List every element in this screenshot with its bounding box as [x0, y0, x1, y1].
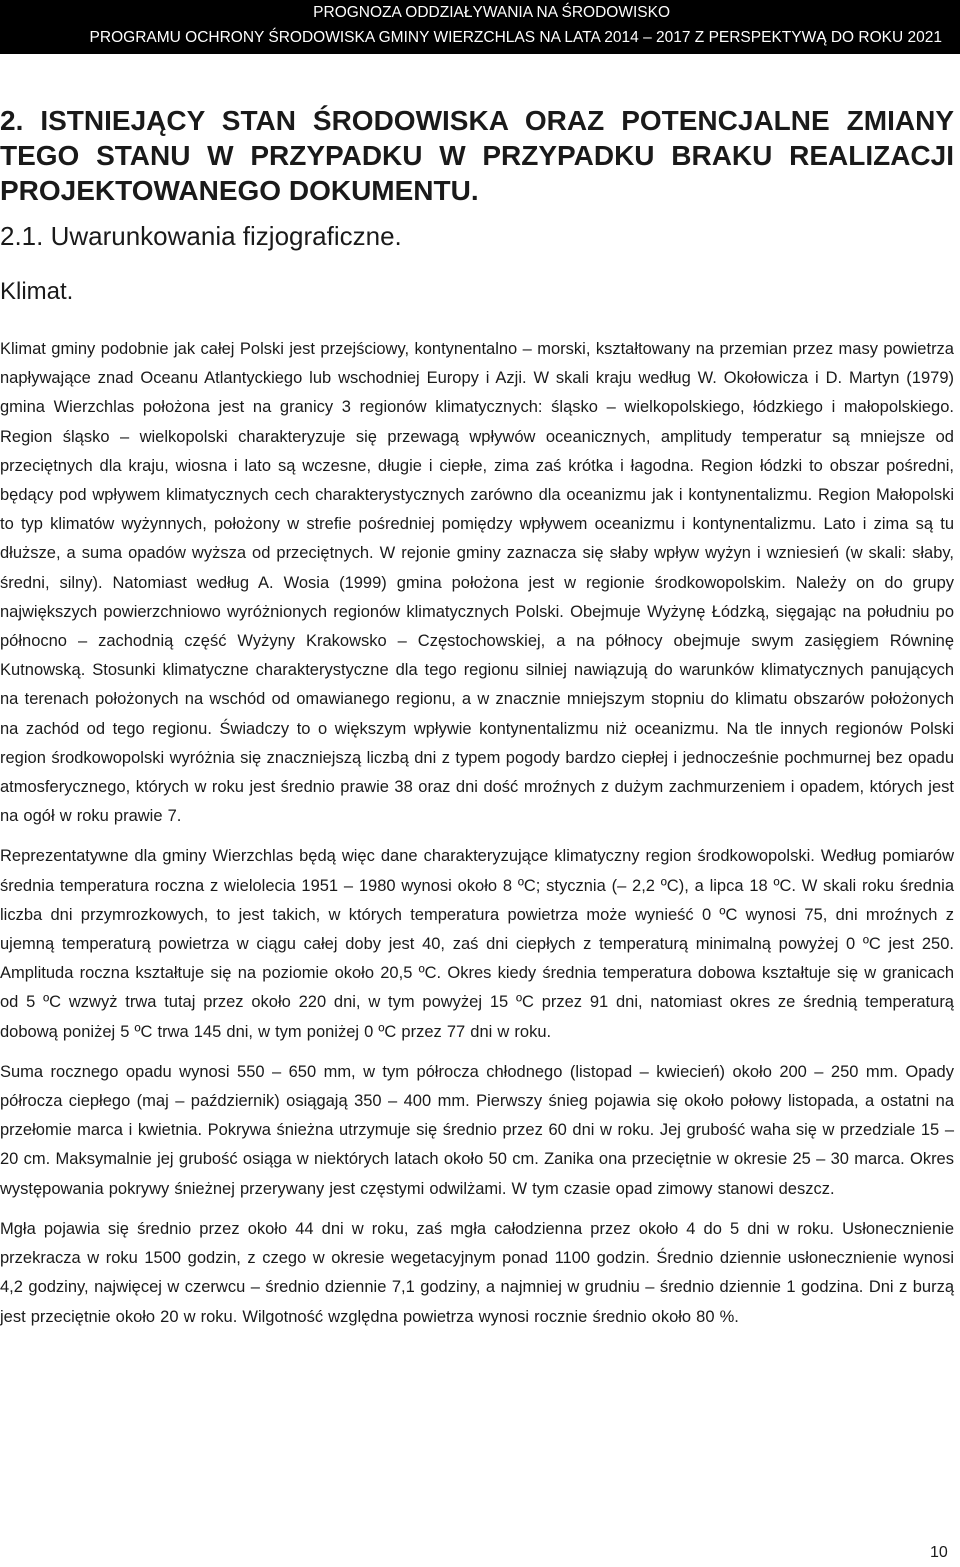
paragraph-temperature: Reprezentatywne dla gminy Wierzchlas będą więc dane charakteryzujące klimatyczny region środkowopolski. Według pomiarów średnia temperatura roczna z wielolecia 1951 – 1980 wynosi około 8 ºC; stycznia (– 2,2 ºC), a lipca 18 ºC. W skali roku średnia liczba dni przymrozkowych, to jest takich, w których temperatura powietrza może wynieść 0 ºC wynosi 75, dni mroźnych z ujemną temperaturą powietrza w ciągu całej doby jest 40, zaś dni ciepłych z temperaturą minimalną powyżej 0 ºC jest 250. Amplituda roczna kształtuje się na poziomie około 20,5 ºC. Okres kiedy średnia temperatura dobowa kształtuje się w granicach od 5 ºC wzwyż trwa tutaj przez około 220 dni, w tym powyżej 15 ºC przez 91 dni, natomiast okres ze średnią temperaturą dobową poniżej 5 ºC trwa 145 dni, w tym poniżej 0 ºC przez 77 dni w roku. [0, 847, 954, 1041]
page-number: 10 [930, 1544, 948, 1561]
header-line-1: PROGNOZA ODDZIAŁYWANIA NA ŚRODOWISKO [313, 4, 670, 21]
subsection-title: Klimat. [0, 278, 74, 305]
paragraph-precipitation: Suma rocznego opadu wynosi 550 – 650 mm, w tym półrocza chłodnego (listopad – kwiecień) około 200 – 250 mm. Opady półrocza ciepłego (maj – październik) osiągają 350 – 400 mm. Pierwszy śnieg pojawia się około połowy listopada, a ostatni na przełomie marca i kwietnia. Pokrywa śnieżna utrzymuje się średnio przez 60 dni w roku. Jej grubość waha się w przedziale 15 – 20 cm. Maksymalnie jej grubość osiąga w niektórych latach około 50 cm. Zanika ona przeciętnie w okresie 25 – 30 marca. Okres występowania pokrywy śnieżnej przerywany jest częstymi odwilżami. W tym czasie opad zimowy stanowi deszcz. [0, 1062, 954, 1198]
header-line-2: PROGRAMU OCHRONY ŚRODOWISKA GMINY WIERZCHLAS NA LATA 2014 – 2017 Z PERSPEKTYWĄ DO ROKU 2021 [89, 29, 942, 46]
page-header [0, 0, 960, 54]
body-text [0, 335, 954, 1343]
section-title: 2.1. Uwarunkowania fizjograficzne. [0, 221, 402, 251]
chapter-title: 2. ISTNIEJĄCY STAN ŚRODOWISKA ORAZ POTENCJALNE ZMIANY TEGO STANU W PRZYPADKU W PRZYPADKU BRAKU REALIZACJI PROJEKTOWANEGO DOKUMENTU. [0, 105, 954, 206]
paragraph-climate-regions: Klimat gminy podobnie jak całej Polski jest przejściowy, kontynentalno – morski, kształtowany na przemian przez masy powietrza napływające znad Oceanu Atlantyckiego lub wschodniej Europy i Azji. W skali kraju według W. Okołowicza i D. Martyn (1979) gmina Wierzchlas położona jest na granicy 3 regionów klimatycznych: śląsko – wielkopolskiego, łódzkiego i małopolskiego. Region śląsko – wielkopolski charakteryzuje się przewagą wpływów oceanicznych, amplitudy temperatur są mniejsze od przeciętnych dla kraju, wiosna i lato są wczesne, długie i ciepłe, zima zaś krótka i łagodna. Region łódzki to obszar pośredni, będący pod wpływem klimatycznych cech charakterystycznych zarówno dla oceanizmu jak i kontynentalizmu. Region Małopolski to typ klimatów wyżynnych, położony w strefie pośredniej pomiędzy wpływem oceanizmu i kontynentalizmu. Lato i zima są tu dłuższe, a suma opadów wyższa od przeciętnych. W rejonie gminy zaznacza się słaby wpływ wyżyn i wzniesień (w skali: słaby, średni, silny). Natomiast według A. Wosia (1999) gmina położona jest w regionie środkowopolskim. Należy on do grupy największych powierzchniowo wyróżnionych regionów klimatycznych Polski. Obejmuje Wyżynę Łódzką, sięgając na południu po północno – zachodnią część Wyżyny Krakowsko – Częstochowskiej, a na północy obejmuje swym zasięgiem Równinę Kutnowską. Stosunki klimatyczne charakterystyczne dla tego regionu silniej nawiązują do warunków klimatycznych panujących na terenach położonych na wschód od omawianego regionu, a w znacznie mniejszym stopniu do klimatu obszarów położonych na zachód od tego regionu. Świadczy to o większym wpływie kontynentalizmu niż oceanizmu. Na tle innych regionów Polski region środkowopolski wyróżnia się znaczniejszą liczbą dni z typem pogody bardzo ciepłej i jednocześnie pochmurnej bez opadu atmosferycznego, których w roku jest średnio prawie 38 oraz dni dość mroźnych z dużym zachmurzeniem i opadem, których jest na ogół w roku prawie 7. [0, 340, 954, 826]
paragraph-fog-sunshine: Mgła pojawia się średnio przez około 44 dni w roku, zaś mgła całodzienna przez około 4 do 5 dni w roku. Usłonecznienie przekracza w roku 1500 godzin, z czego w okresie wegetacyjnym ponad 1100 godzin. Średnio dziennie usłonecznienie wynosi 4,2 godziny, najwięcej w czerwcu – średnio dziennie 7,1 godziny, a najmniej w grudniu – średnio dziennie 1 godzina. Dni z burzą jest przeciętnie około 20 w roku. Wilgotność względna powietrza wynosi rocznie średnio około 80 %. [0, 1219, 954, 1326]
